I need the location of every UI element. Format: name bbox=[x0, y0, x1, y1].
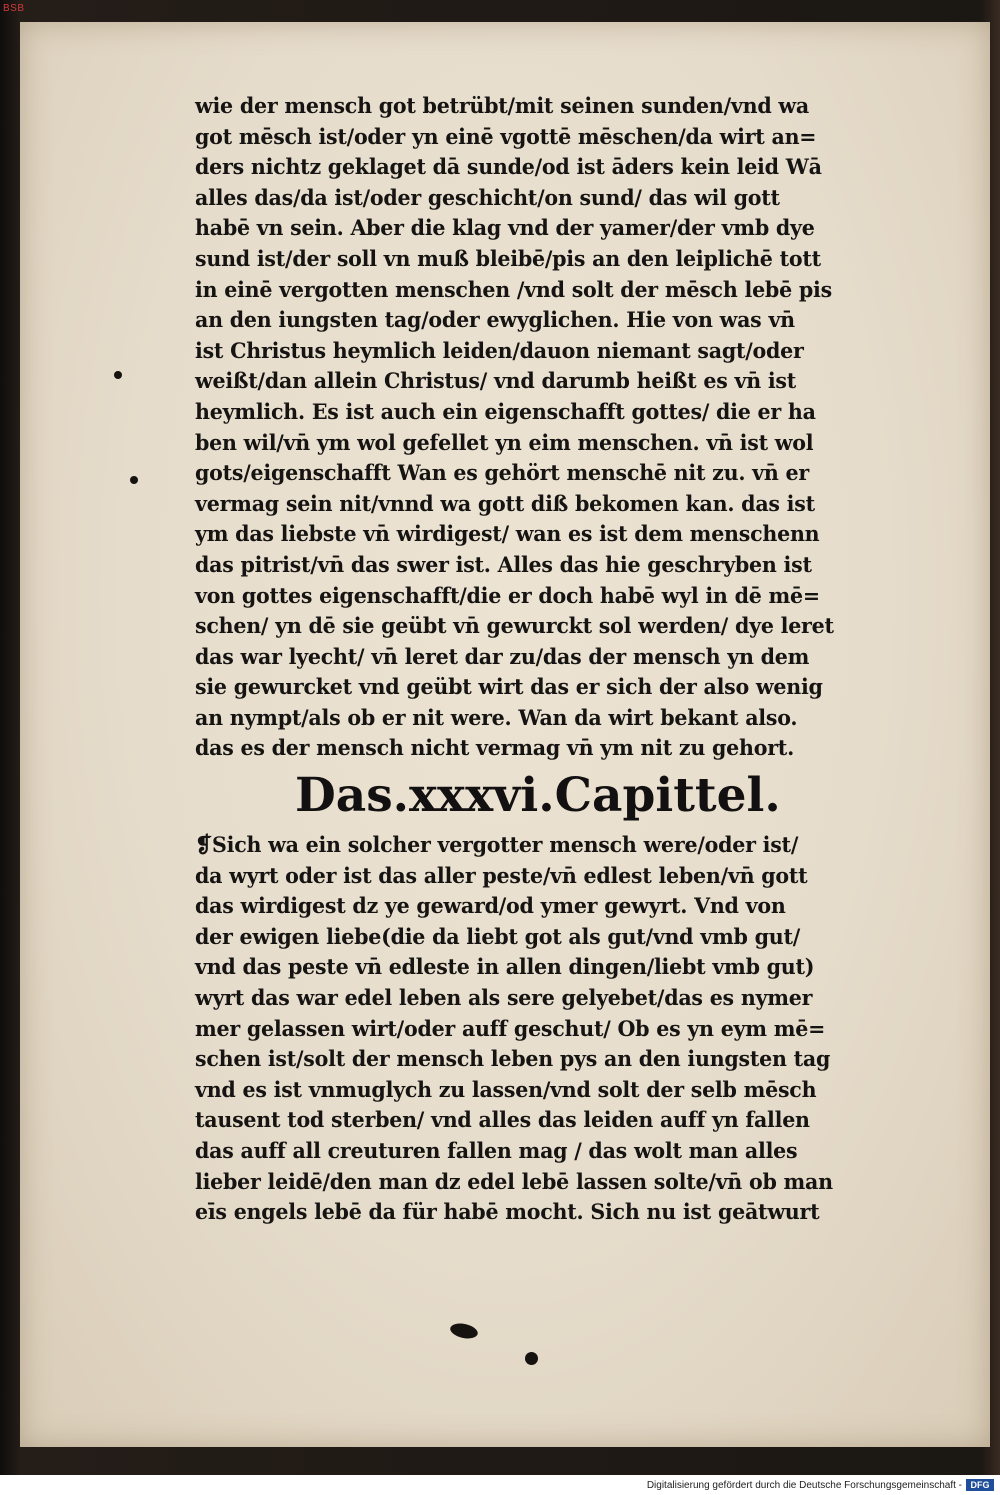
text-line: da wyrt oder ist das aller peste/vn̄ edlest leben/vn̄ gott bbox=[195, 863, 808, 889]
ink-blot bbox=[449, 1321, 479, 1341]
text-line: eīs engels lebē da für habē mocht. Sich nu ist geātwurt bbox=[195, 1200, 820, 1226]
text-line: ist Christus heymlich leiden/dauon niemant sagt/oder bbox=[195, 338, 804, 364]
paragraph-lower bbox=[195, 831, 885, 1229]
text-line: ben wil/vn̄ ym wol gefellet yn eim menschen. vn̄ ist wol bbox=[195, 430, 814, 456]
text-line: wie der mensch got betrübt/mit seinen sunden/vnd wa bbox=[195, 94, 809, 119]
margin-dot bbox=[114, 371, 122, 379]
text-line: von gottes eigenschafft/die er doch habē wyl in dē mē= bbox=[195, 583, 820, 609]
ink-dot bbox=[525, 1352, 538, 1365]
text-line: wyrt das war edel leben als sere gelyebet/das es nymer bbox=[195, 986, 813, 1012]
text-line: das wirdigest dz ye geward/od ymer gewyrt. Vnd von bbox=[195, 894, 786, 920]
text-line: tausent tod sterben/ vnd alles das leiden auff yn fallen bbox=[195, 1108, 810, 1134]
text-line: mer gelassen wirt/oder auff geschut/ Ob es yn eym mē= bbox=[195, 1016, 826, 1042]
text-line: ders nichtz geklaget dā sunde/od ist āders kein leid Wā bbox=[195, 155, 822, 181]
text-line: ym das liebste vn̄ wirdigest/ wan es ist dem menschenn bbox=[195, 522, 820, 548]
library-mark: BSB bbox=[3, 3, 25, 14]
text-line: ❡Sich wa ein solcher vergotter mensch were/oder ist/ bbox=[195, 833, 799, 859]
text-line: habē vn sein. Aber die klag vnd der yamer/der vmb dye bbox=[195, 216, 815, 242]
text-line: in einē vergotten menschen /vnd solt der mēsch lebē pis bbox=[195, 277, 832, 303]
text-line: an den iungsten tag/oder ewyglichen. Hie von was vn̄ bbox=[195, 308, 795, 334]
chapter-heading: Das.xxxvi.Capittel. bbox=[295, 768, 781, 824]
paragraph-upper bbox=[195, 92, 885, 765]
dfg-logo: DFG bbox=[966, 1479, 994, 1491]
text-line: lieber leidē/den man dz edel lebē lassen solte/vn̄ ob man bbox=[195, 1169, 833, 1195]
text-line: got mēsch ist/oder yn einē vgottē mēschen/da wirt an= bbox=[195, 124, 817, 150]
margin-dot bbox=[130, 476, 138, 484]
footer-credit: Digitalisierung gefördert durch die Deutsche Forschungsgemeinschaft - bbox=[646, 1480, 962, 1491]
text-line: vnd das peste vn̄ edleste in allen dingen/liebt vmb gut) bbox=[195, 955, 815, 981]
text-line: das es der mensch nicht vermag vn̄ ym nit zu gehort. bbox=[195, 736, 795, 762]
body-text bbox=[195, 92, 885, 1229]
text-line: vermag sein nit/vnnd wa gott diß bekomen kan. das ist bbox=[195, 491, 815, 517]
text-line: schen/ yn dē sie geübt vn̄ gewurckt sol werden/ dye leret bbox=[195, 614, 834, 640]
text-line: weißt/dan allein Christus/ vnd darumb heißt es vn̄ ist bbox=[195, 369, 797, 395]
text-line: der ewigen liebe(die da liebt got als gut/vnd vmb gut/ bbox=[195, 924, 800, 950]
text-line: schen ist/solt der mensch leben pys an den iungsten tag bbox=[195, 1047, 831, 1073]
text-line: alles das/da ist/oder geschicht/on sund/ das wil gott bbox=[195, 185, 780, 211]
text-line: sund ist/der soll vn muß bleibē/pis an den leiplichē tott bbox=[195, 246, 821, 272]
text-line: das pitrist/vn̄ das swer ist. Alles das hie geschryben ist bbox=[195, 552, 812, 578]
text-line: das war lyecht/ vn̄ leret dar zu/das der mensch yn dem bbox=[195, 644, 810, 670]
text-line: an nympt/als ob er nit were. Wan da wirt bekant also. bbox=[195, 705, 798, 731]
text-line: das auff all creuturen fallen mag / das wolt man alles bbox=[195, 1139, 798, 1164]
text-line: vnd es ist vnmuglych zu lassen/vnd solt der selb mēsch bbox=[195, 1077, 817, 1103]
text-line: heymlich. Es ist auch ein eigenschafft gottes/ die er ha bbox=[195, 399, 816, 425]
text-line: sie gewurcket vnd geübt wirt das er sich der also wenig bbox=[195, 675, 823, 701]
text-line: gots/eigenschafft Wan es gehört menschē nit zu. vn̄ er bbox=[195, 461, 810, 487]
